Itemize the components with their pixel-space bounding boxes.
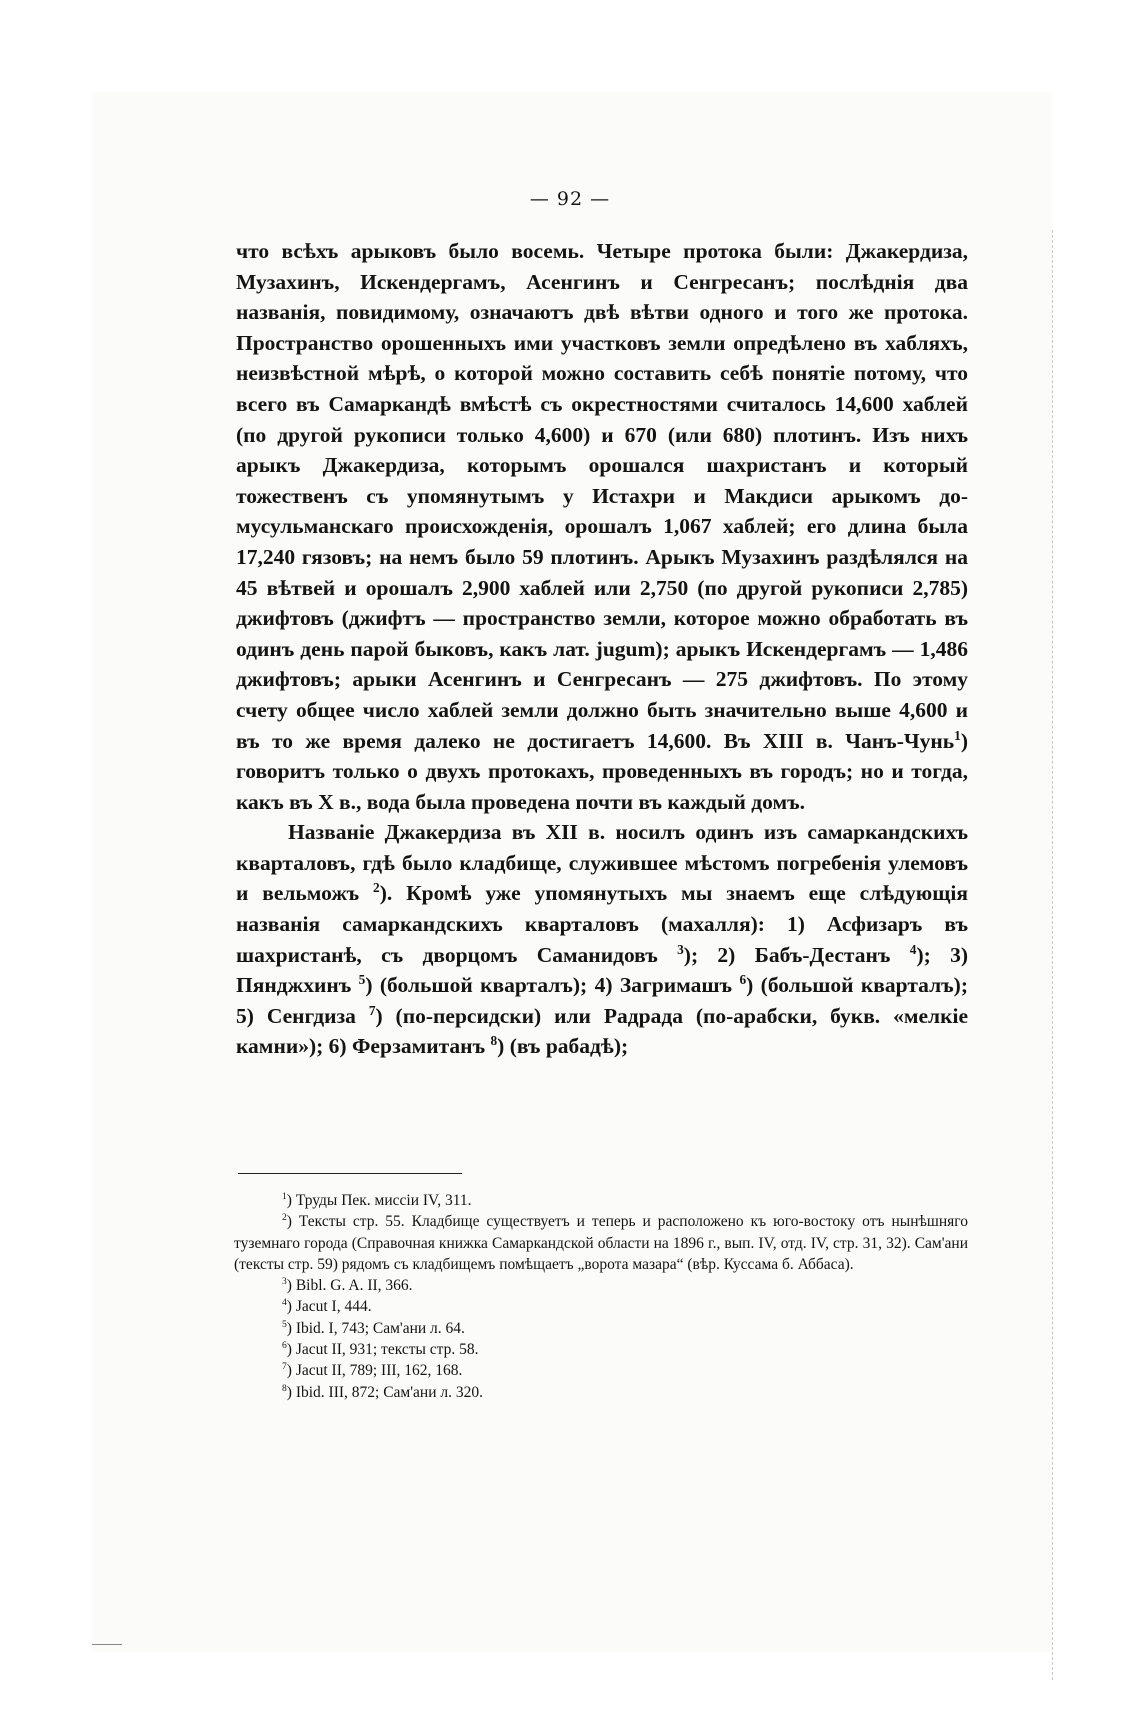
text-segment: ) говоритъ только о двухъ протокахъ, проведенныхъ въ городъ; но и тогда, какъ въ X в., вода была проведена почти въ каждый домъ. — [236, 728, 968, 814]
footnote-item — [234, 1382, 968, 1403]
footnote-item — [234, 1190, 968, 1211]
footnote-ref: 2 — [373, 880, 380, 896]
page-number: — 92 — — [529, 188, 611, 210]
footnote-item — [234, 1211, 968, 1275]
footnotes — [234, 1190, 968, 1403]
footnote-mark: 8 — [282, 1382, 287, 1394]
footnote-text: ) Jacut II, 789; III, 162, 168. — [286, 1362, 463, 1380]
footnote-text: ) Jacut II, 931; тексты стр. 58. — [286, 1341, 479, 1359]
text-segment: ). Кромѣ уже упомянутыхъ мы знаемъ еще слѣдующія названія самаркандскихъ кварталовъ (махалля): 1) Асфизаръ въ шахристанѣ, съ дворцомъ Саманидовъ — [236, 881, 968, 967]
footnote-ref: 8 — [490, 1033, 498, 1049]
footnote-mark: 7 — [282, 1361, 287, 1373]
text-segment: ) (въ рабадѣ); — [497, 1034, 629, 1059]
footnote-text: ) Тексты стр. 55. Кладбище существуетъ и теперь и расположено къ юго-востоку отъ нынѣшняго туземнаго города (Справочная книжка Самаркандской области на 1896 г., вып. IV, отд. IV, стр. 31, 32). Сам'ани (тексты стр. 59) рядомъ съ кладбищемъ помѣщаетъ „ворота мазара“ (вѣр. Куссама б. Аббаса). — [234, 1213, 968, 1273]
footnote-ref: 4 — [909, 941, 917, 957]
footnote-text: ) Труды Пек. миссіи IV, 311. — [286, 1192, 472, 1209]
footnote-ref: 3 — [677, 941, 684, 957]
text-segment: ) (по-персидски) или Радрада (по-арабски, букв. «мелкіе камни»); 6) Ферзамитанъ — [236, 1003, 968, 1059]
footnote-text: ) Ibid. III, 872; Сам'ани л. 320. — [286, 1383, 483, 1401]
margin-mark — [92, 1644, 122, 1645]
paragraph — [236, 817, 968, 1062]
footnote-ref: 7 — [368, 1002, 376, 1018]
footnote-mark: 1 — [282, 1190, 287, 1202]
footnote-item — [234, 1275, 968, 1296]
footnote-item — [234, 1360, 968, 1381]
text-segment: ); 3) Пянджхинъ — [236, 942, 968, 998]
main-text — [236, 236, 968, 1062]
footnote-text: ) Bibl. G. A. II, 366. — [286, 1277, 413, 1295]
footnote-text: ) Ibid. I, 743; Сам'ани л. 64. — [286, 1319, 465, 1337]
footnote-mark: 2 — [282, 1212, 287, 1224]
footnote-ref: 1 — [954, 727, 961, 743]
text-segment: Названіе Джакердиза въ XII в. носилъ одинъ изъ самаркандскихъ кварталовъ, гдѣ было кладбище, служившее мѣстомъ погребенія улемовъ и вельможъ — [236, 820, 968, 906]
footnote-item — [234, 1296, 968, 1317]
footnote-mark: 3 — [282, 1276, 287, 1288]
paragraph — [236, 236, 968, 817]
footnote-item — [234, 1318, 968, 1339]
footnote-item — [234, 1339, 968, 1360]
text-segment: ); 2) Бабъ-Дестанъ — [683, 942, 910, 967]
footnote-ref: 6 — [739, 972, 747, 988]
text-segment: что всѣхъ арыковъ было восемь. Четыре протока были: Джакердиза, Музахинъ, Искендергамъ, Асенгинъ и Сенгресанъ; послѣднія два названія, повидимому, означаютъ двѣ вѣтви одного и того же протока. Пространство орошенныхъ ими участковъ земли опредѣлено въ хабляхъ, неизвѣстной мѣрѣ, о которой можно составить себѣ понятіе потому, что всего въ Самаркандѣ вмѣстѣ съ окрестностями считалось 14,600 хаблей (по другой рукописи только 4,600) и 670 (или 680) плотинъ. Изъ нихъ арыкъ Джакердиза, которымъ орошался шахристанъ и который тожественъ съ упомянутымъ у Истахри и Макдиси арыкомъ до-мусульманскаго происхожденія, орошалъ 1,067 хаблей; его длина была 17,240 гязовъ; на немъ было 59 плотинъ. Арыкъ Музахинъ раздѣлялся на 45 вѣтвей и орошалъ 2,900 хаблей или 2,750 (по другой рукописи 2,785) джифтовъ (джифтъ — пространство земли, которое можно обработать въ одинъ день парой быковъ, какъ лат. jugum); арыкъ Искендергамъ — 1,486 джифтовъ; арыки Асенгинъ и Сенгресанъ — 275 джифтовъ. По этому счету общее число хаблей земли должно быть значительно выше 4,600 и въ то же время далеко не достигаетъ 14,600. Въ XIII в. Чанъ-Чунь — [236, 239, 968, 753]
footnote-ref: 5 — [358, 972, 366, 988]
text-segment: ) (большой кварталъ); 4) Загримашъ — [365, 973, 740, 998]
text-segment: ) (большой кварталъ); 5) Сенгдиза — [236, 973, 968, 1028]
scan-edge-line — [1052, 230, 1055, 1680]
footnote-mark: 5 — [282, 1318, 287, 1330]
footnote-mark: 4 — [282, 1297, 287, 1309]
footnote-mark: 6 — [282, 1339, 287, 1351]
footnote-text: ) Jacut I, 444. — [286, 1298, 372, 1316]
footnote-divider — [238, 1173, 462, 1174]
